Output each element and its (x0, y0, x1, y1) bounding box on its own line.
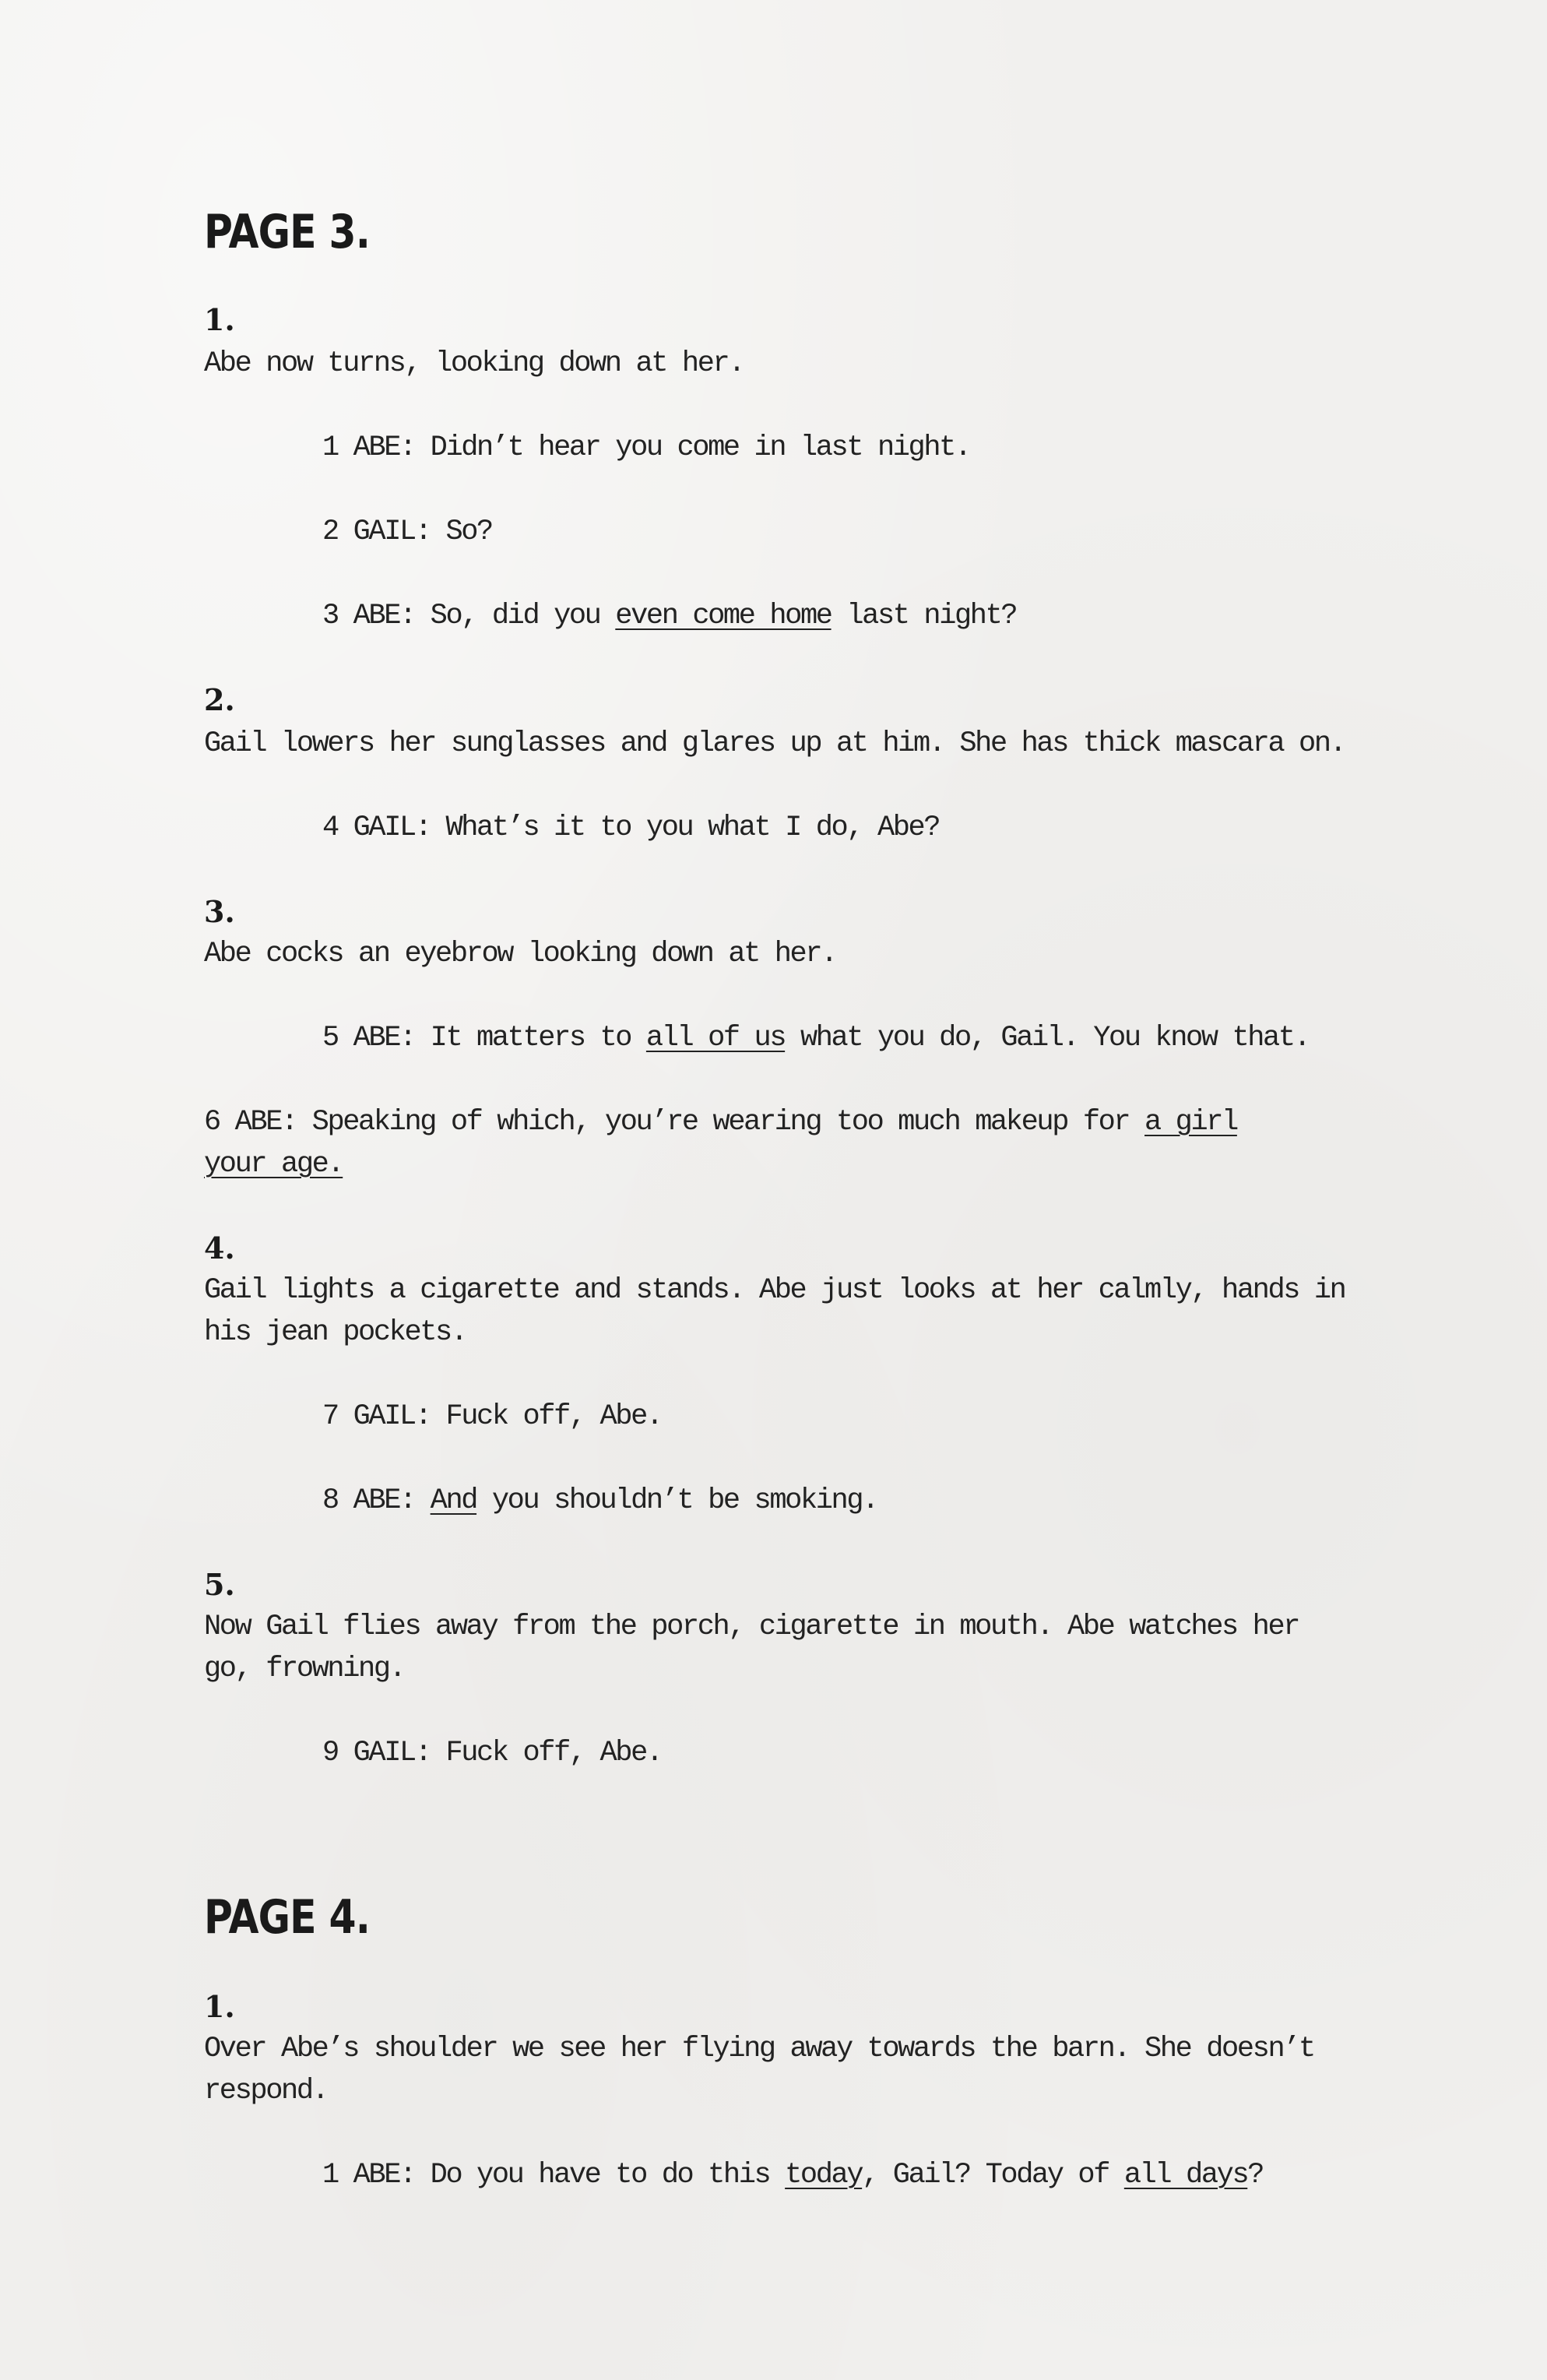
dialogue-text: Fuck off, Abe. (445, 1737, 662, 1769)
panel-description: Now Gail flies away from the porch, cigarette in mouth. Abe watches her go, frowning. (204, 1611, 1299, 1685)
dialogue-emphasis: a girl (1144, 1106, 1237, 1139)
dialogue-text: So, did you (430, 600, 616, 632)
dialogue-speaker: 7 GAIL: (322, 1400, 446, 1433)
dialogue-line (322, 1480, 877, 1522)
page-4-heading: PAGE 4. (204, 1890, 371, 1945)
dialogue-emphasis: all days (1123, 2159, 1248, 2192)
panel-description: Abe now turns, looking down at her. (204, 347, 744, 380)
panel-number: 2. (204, 682, 235, 717)
dialogue-speaker: 5 ABE: (322, 1022, 431, 1054)
dialogue-speaker: 6 ABE: (204, 1106, 312, 1139)
panel-number: 5. (204, 1567, 235, 1602)
panel-description: Abe cocks an eyebrow looking down at her. (204, 938, 836, 970)
dialogue-emphasis: today (785, 2159, 863, 2192)
panel-description: Over Abe’s shoulder we see her flying away towards the barn. She doesn’t respond. (204, 2033, 1314, 2107)
dialogue-line (322, 1017, 1309, 1059)
page-3-heading: PAGE 3. (204, 205, 371, 259)
dialogue-speaker: 9 GAIL: (322, 1737, 446, 1769)
dialogue-text: So? (445, 516, 492, 548)
panel-number: 1. (204, 1989, 235, 2024)
dialogue-text: last night? (831, 600, 1017, 632)
dialogue-text: Didn’t hear you come in last night. (430, 431, 970, 464)
dialogue-text: Do you have to do this (430, 2159, 786, 2192)
panel-number: 3. (204, 894, 235, 929)
dialogue-text: What’s it to you what I do, Abe? (445, 812, 940, 844)
dialogue-speaker: 2 GAIL: (322, 516, 446, 548)
dialogue-line (322, 807, 939, 849)
dialogue-emphasis: all of us (645, 1022, 786, 1054)
dialogue-emphasis: And (430, 1484, 477, 1517)
dialogue-text: what you do, Gail. You know that. (785, 1022, 1310, 1054)
dialogue-speaker: 3 ABE: (322, 600, 431, 632)
dialogue-speaker: 8 ABE: (322, 1484, 431, 1517)
dialogue-line (204, 1101, 1237, 1143)
dialogue-text: you shouldn’t be smoking. (476, 1484, 877, 1517)
dialogue-text: Fuck off, Abe. (445, 1400, 662, 1433)
dialogue-text: It matters to (430, 1022, 646, 1054)
dialogue-speaker: 4 GAIL: (322, 812, 446, 844)
dialogue-emphasis: your age. (204, 1148, 343, 1181)
dialogue-line (322, 1396, 662, 1438)
panel-description: Gail lowers her sunglasses and glares up at him. She has thick mascara on. (204, 727, 1345, 760)
dialogue-text: ? (1247, 2159, 1264, 2192)
dialogue-line (322, 1732, 662, 1774)
dialogue-line (322, 427, 970, 469)
dialogue-text: Speaking of which, you’re wearing too much makeup for (311, 1106, 1145, 1139)
dialogue-line (322, 595, 1016, 637)
panel-description: Gail lights a cigarette and stands. Abe just looks at her calmly, hands in his jean pockets. (204, 1274, 1345, 1349)
dialogue-line (322, 511, 492, 553)
panel-number: 4. (204, 1230, 235, 1266)
dialogue-text: , Gail? Today of (862, 2159, 1124, 2192)
dialogue-emphasis: even come home (615, 600, 832, 632)
dialogue-speaker: 1 ABE: (322, 431, 431, 464)
dialogue-line (322, 2154, 1263, 2196)
dialogue-speaker: 1 ABE: (322, 2159, 431, 2192)
dialogue-line-continuation (204, 1143, 343, 1185)
panel-number: 1. (204, 302, 235, 337)
